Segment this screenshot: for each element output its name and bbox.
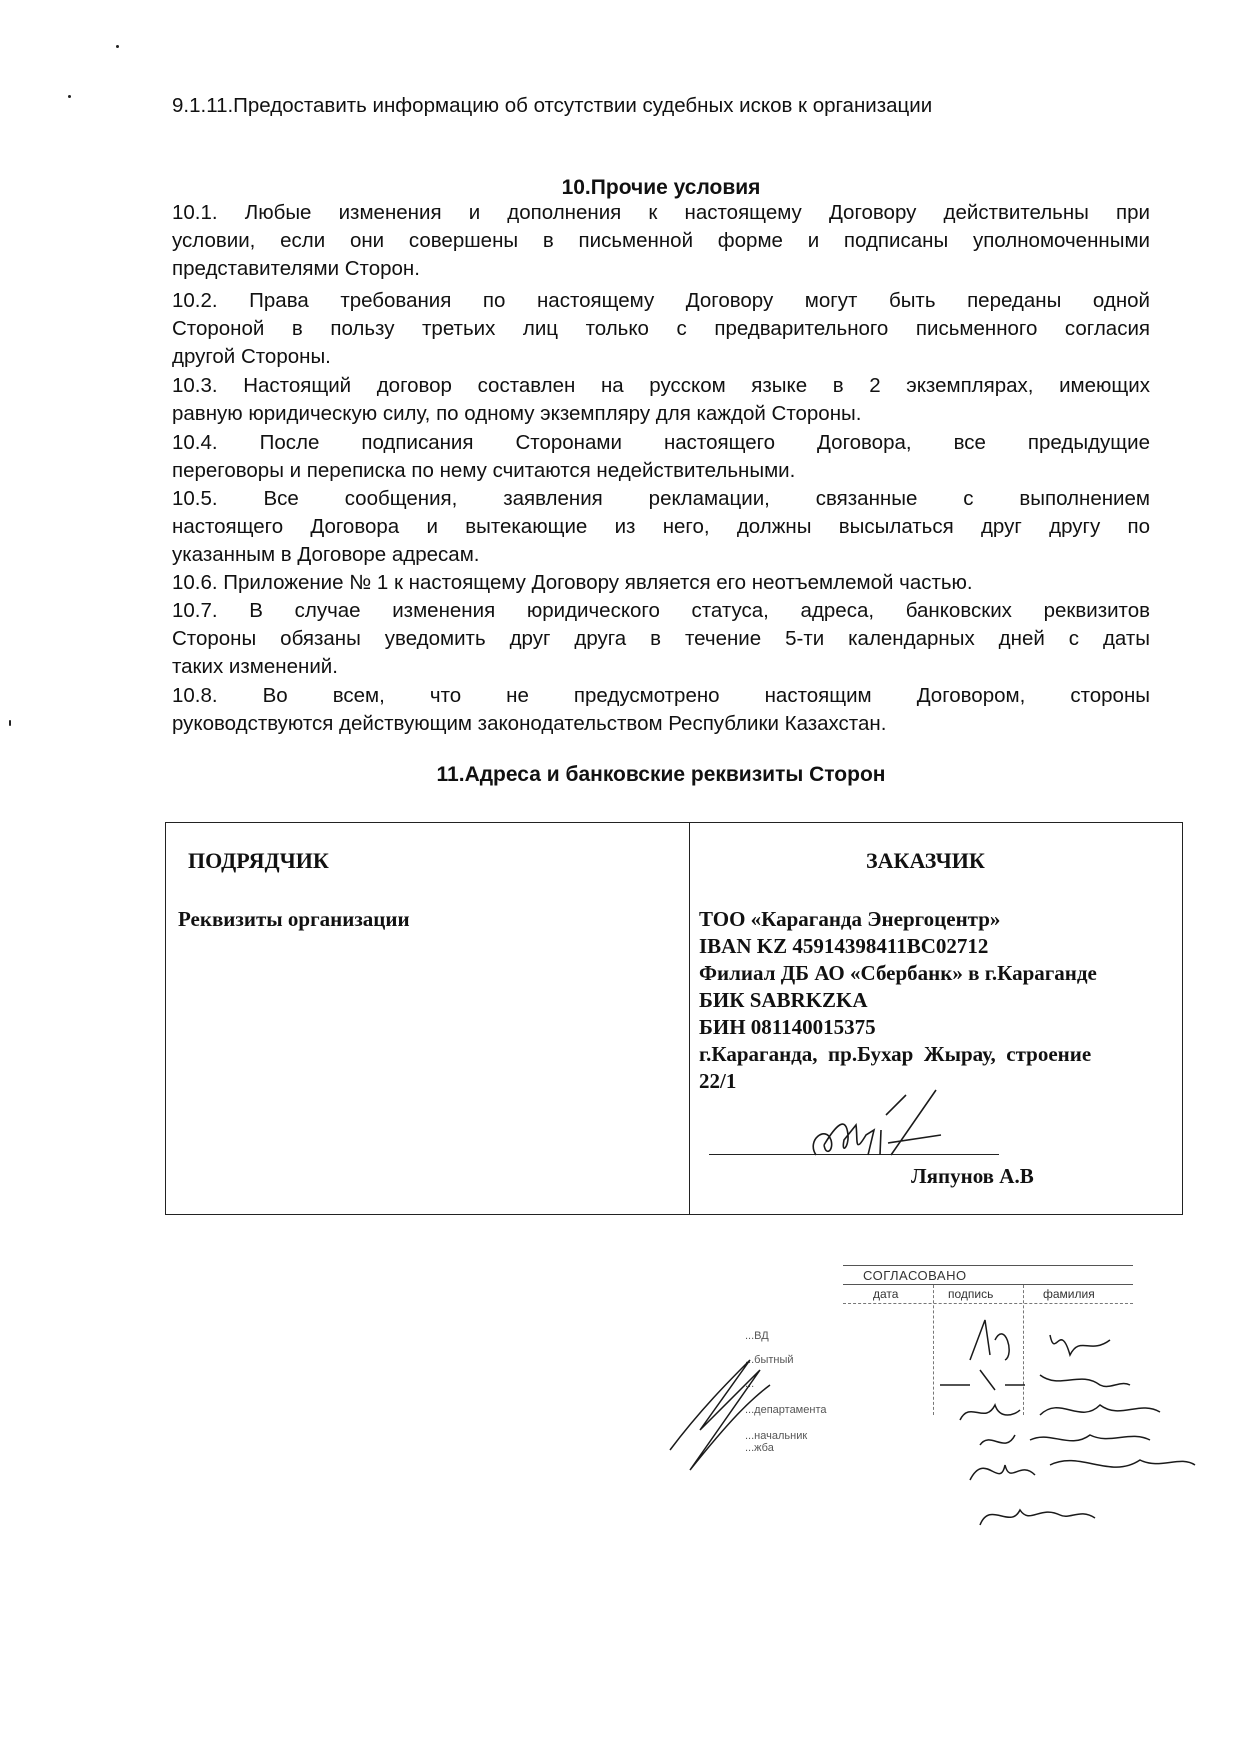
- clause-10-5: [172, 485, 1150, 569]
- clause-line: 10.6. Приложение № 1 к настоящему Договору является его неотъемлемой частью.: [172, 571, 973, 594]
- clause-line: указанным в Договоре адресам.: [172, 543, 480, 566]
- clause-10-8: [172, 682, 1150, 738]
- clause-line: другой Стороны.: [172, 345, 331, 368]
- clause-line: равную юридическую силу, по одному экземпляру для каждой Стороны.: [172, 402, 862, 425]
- scan-speck: [68, 95, 71, 98]
- signatory-name: Ляпунов А.В: [911, 1164, 1034, 1188]
- stamp-title: СОГЛАСОВАНО: [843, 1265, 1133, 1285]
- clause-line: переговоры и переписка по нему считаются недействительными.: [172, 459, 796, 482]
- contractor-title: ПОДРЯДЧИК: [188, 848, 329, 873]
- stamp-col-surname: фамилия: [1043, 1287, 1095, 1301]
- customer-address: г.Караганда, пр.Бухар Жырау, строение: [699, 1042, 1092, 1066]
- customer-signature: [796, 1085, 956, 1175]
- stamp-row-label: ...начальник ...жба: [745, 1430, 808, 1454]
- stamp-col-signature: подпись: [948, 1287, 994, 1301]
- clause-10-7: [172, 597, 1150, 681]
- stamp-row-label: ...департамента: [745, 1404, 827, 1416]
- clause-line: 10.3. Настоящий договор составлен на русском языке в 2 экземплярах, имеющих: [172, 374, 1150, 397]
- clause-line: 10.2. Права требования по настоящему Договору могут быть переданы одной: [172, 289, 1150, 312]
- customer-line: Филиал ДБ АО «Сбербанк» в г.Караганде: [699, 961, 1097, 985]
- table-divider: [689, 823, 690, 1214]
- approval-signatures: [640, 1300, 1200, 1540]
- clause-line: 10.4. После подписания Сторонами настоящего Договора, все предыдущие: [172, 431, 1150, 454]
- customer-line: БИК SABRKZKA: [699, 988, 868, 1012]
- clause-line: представителями Сторон.: [172, 257, 420, 280]
- clause-10-6: [172, 569, 1150, 597]
- clause-10-1: [172, 199, 1150, 283]
- stamp-row-label: ...бытный: [745, 1354, 794, 1366]
- section-11-heading: 11.Адреса и банковские реквизиты Сторон: [436, 763, 886, 786]
- clause-line: таких изменений.: [172, 655, 338, 678]
- clause-10-2: [172, 287, 1150, 371]
- clause-text: 9.1.11.Предоставить информацию об отсутствии судебных исков к организации: [172, 94, 933, 117]
- clause-line: 10.8. Во всем, что не предусмотрено настоящим Договором, стороны: [172, 684, 1150, 707]
- clause-line: Стороны обязаны уведомить друг друга в течение 5-ти календарных дней с даты: [172, 627, 1150, 650]
- clause-line: 10.5. Все сообщения, заявления рекламации, связанные с выполнением: [172, 487, 1150, 510]
- clause-10-4: [172, 429, 1150, 485]
- section-10-heading: 10.Прочие условия: [561, 176, 761, 199]
- clause-line: 10.1. Любые изменения и дополнения к настоящему Договору действительны при: [172, 201, 1150, 224]
- clause-line: 10.7. В случае изменения юридического статуса, адреса, банковских реквизитов: [172, 599, 1150, 622]
- customer-address: 22/1: [699, 1069, 737, 1093]
- customer-line: ТОО «Караганда Энергоцентр»: [699, 907, 1001, 931]
- stamp-row-label: ...ВД: [745, 1330, 769, 1342]
- scan-speck: [9, 720, 11, 726]
- requisites-table: [165, 822, 1183, 1215]
- clause-9-1-11: [172, 92, 1150, 120]
- clause-10-3: [172, 372, 1150, 428]
- customer-line: БИН 081140015375: [699, 1015, 876, 1039]
- clause-line: руководствуются действующим законодательством Республики Казахстан.: [172, 712, 887, 735]
- customer-title: ЗАКАЗЧИК: [866, 848, 985, 873]
- clause-line: условии, если они совершены в письменной форме и подписаны уполномоченными: [172, 229, 1150, 252]
- stamp-row-label: ...: [745, 1378, 755, 1390]
- clause-line: Стороной в пользу третьих лиц только с предварительного письменного согласия: [172, 317, 1150, 340]
- contractor-details: Реквизиты организации: [178, 907, 410, 931]
- scan-speck: [116, 45, 119, 48]
- customer-line: IBAN KZ 45914398411BC02712: [699, 934, 989, 958]
- clause-line: настоящего Договора и вытекающие из него, должны высылаться друг другу по: [172, 515, 1150, 538]
- stamp-col-date: дата: [873, 1287, 899, 1301]
